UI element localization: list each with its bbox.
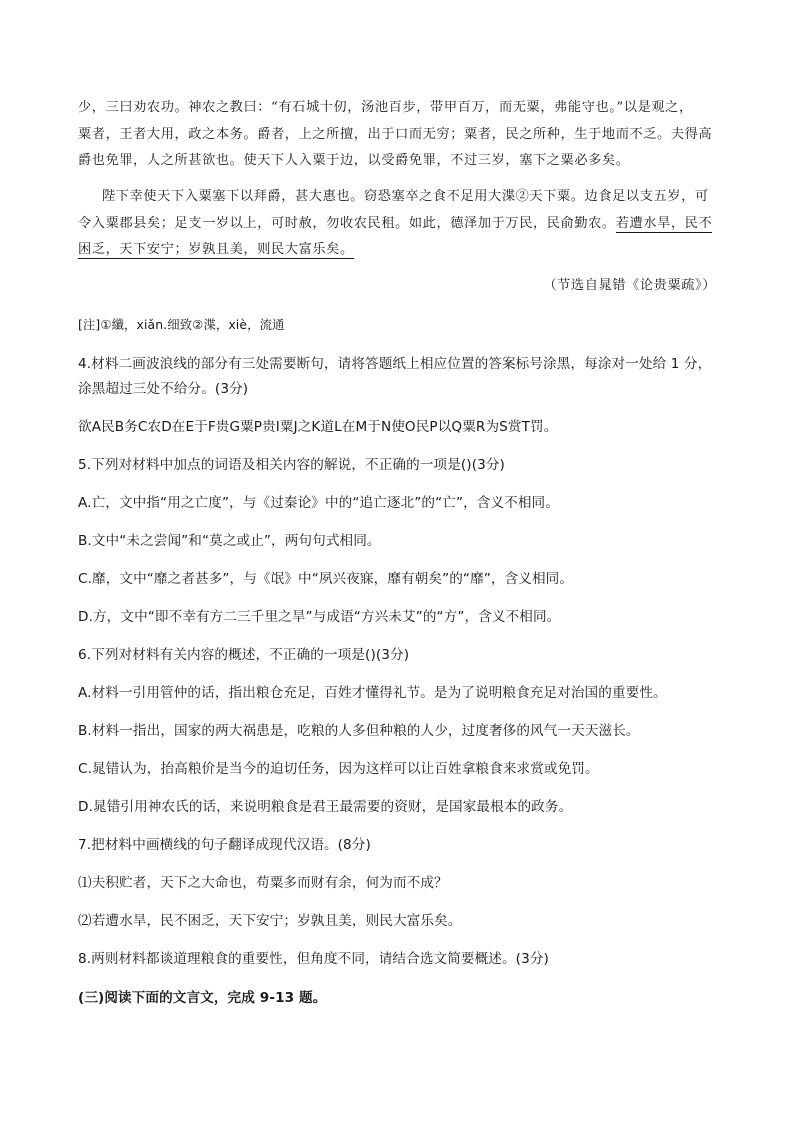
question-5-option-b: B.文中“未之尝闻”和“莫之或止”，两句句式相同。 xyxy=(78,533,381,549)
question-5-option-c: C.靡，文中“靡之者甚多”，与《氓》中“夙兴夜寐，靡有朝矣”的“靡”，含义相同。 xyxy=(78,571,574,587)
question-7-sentence-1: ⑴夫积贮者，天下之大命也，苟粟多而财有余，何为而不成？ xyxy=(78,875,448,891)
question-6-option-a: A.材料一引用管仲的话，指出粮仓充足，百姓才懂得礼节。是为了说明粮食充足对治国的重要性。 xyxy=(78,685,667,701)
passage-line-1: 少，三曰劝农功。神农之教曰：“有石城十仞，汤池百步，带甲百万，而无粟，弗能守也。”以是观之， xyxy=(78,100,693,115)
question-6-stem: 6.下列对材料有关内容的概述，不正确的一项是()(3分) xyxy=(78,647,410,663)
section-3-heading: (三)阅读下面的文言文，完成 9-13 题。 xyxy=(78,990,327,1006)
underlined-sentence-part-2: 困乏，天下安宁；岁孰且美，则民大富乐矣。 xyxy=(78,242,354,257)
passage-line-4: 陛下幸使天下入粟塞下以拜爵，甚大惠也。窃恐塞卒之食不足用大渫②天下粟。边食足以支五岁，可 xyxy=(102,189,709,204)
passage-source: （节选自晁错《论贵粟疏》） xyxy=(543,278,716,293)
question-7-stem: 7.把材料中画横线的句子翻译成现代汉语。(8分) xyxy=(78,837,371,853)
question-4-line-1: 4.材料二画波浪线的部分有三处需要断句，请将答题纸上相应位置的答案标号涂黑，每涂对一处给 1 分， xyxy=(78,356,712,372)
passage-line-3: 爵也免罪，人之所甚欲也。使天下人入粟于边，以受爵免罪，不过三岁，塞下之粟必多矣。 xyxy=(78,153,630,168)
annotation-note: [注]①纖，xiǎn.细致②渫，xiè，流通 xyxy=(78,317,285,332)
question-6-option-d: D.晁错引用神农氏的话，来说明粮食是君王最需要的资财，是国家最根本的政务。 xyxy=(78,799,573,815)
question-6-option-b: B.材料一指出，国家的两大祸患是，吃粮的人多但种粮的人少，过度奢侈的风气一天天滋长。 xyxy=(78,723,640,739)
passage-line-2: 粟者，王者大用，政之本务。爵者，上之所擅，出于口而无穷；粟者，民之所种，生于地而不乏。夫得高 xyxy=(78,127,713,142)
question-4-line-2: 涂黑超过三处不给分。(3分) xyxy=(78,381,249,397)
question-7-sentence-2: ⑵若遭水旱，民不困乏，天下安宁；岁孰且美，则民大富乐矣。 xyxy=(78,913,462,929)
question-6-option-c: C.晁错认为，抬高粮价是当今的迫切任务，因为这样可以让百姓拿粮食来求赏或免罚。 xyxy=(78,761,599,777)
passage-line-5 xyxy=(78,215,712,233)
underlined-sentence-part-1: 若遭水旱，民不 xyxy=(615,216,713,231)
passage-line-6 xyxy=(78,241,354,259)
question-5-option-a: A.亡，文中指“用之亡度”，与《过秦论》中的“追亡逐北”的“亡”，含义不相同。 xyxy=(78,495,559,511)
question-8-stem: 8.两则材料都谈道理粮食的重要性，但角度不同，请结合选文简要概述。(3分) xyxy=(78,951,549,967)
question-5-stem: 5.下列对材料中加点的词语及相关内容的解说，不正确的一项是()(3分) xyxy=(78,457,505,473)
passage-line-5-text: 令入粟郡县矣；足支一岁以上，可时赦，勿收农民租。如此，德泽加于万民，民俞勤农。 xyxy=(78,216,616,231)
question-5-option-d: D.方，文中“即不幸有方二三千里之旱”与成语“方兴未艾”的“方”，含义不相同。 xyxy=(78,609,561,625)
question-4-text: 欲A民B务C农D在E于F贵G粟P贵I粟J之K道L在M于N使O民P以Q粟R为S赏T罚。 xyxy=(78,419,558,435)
